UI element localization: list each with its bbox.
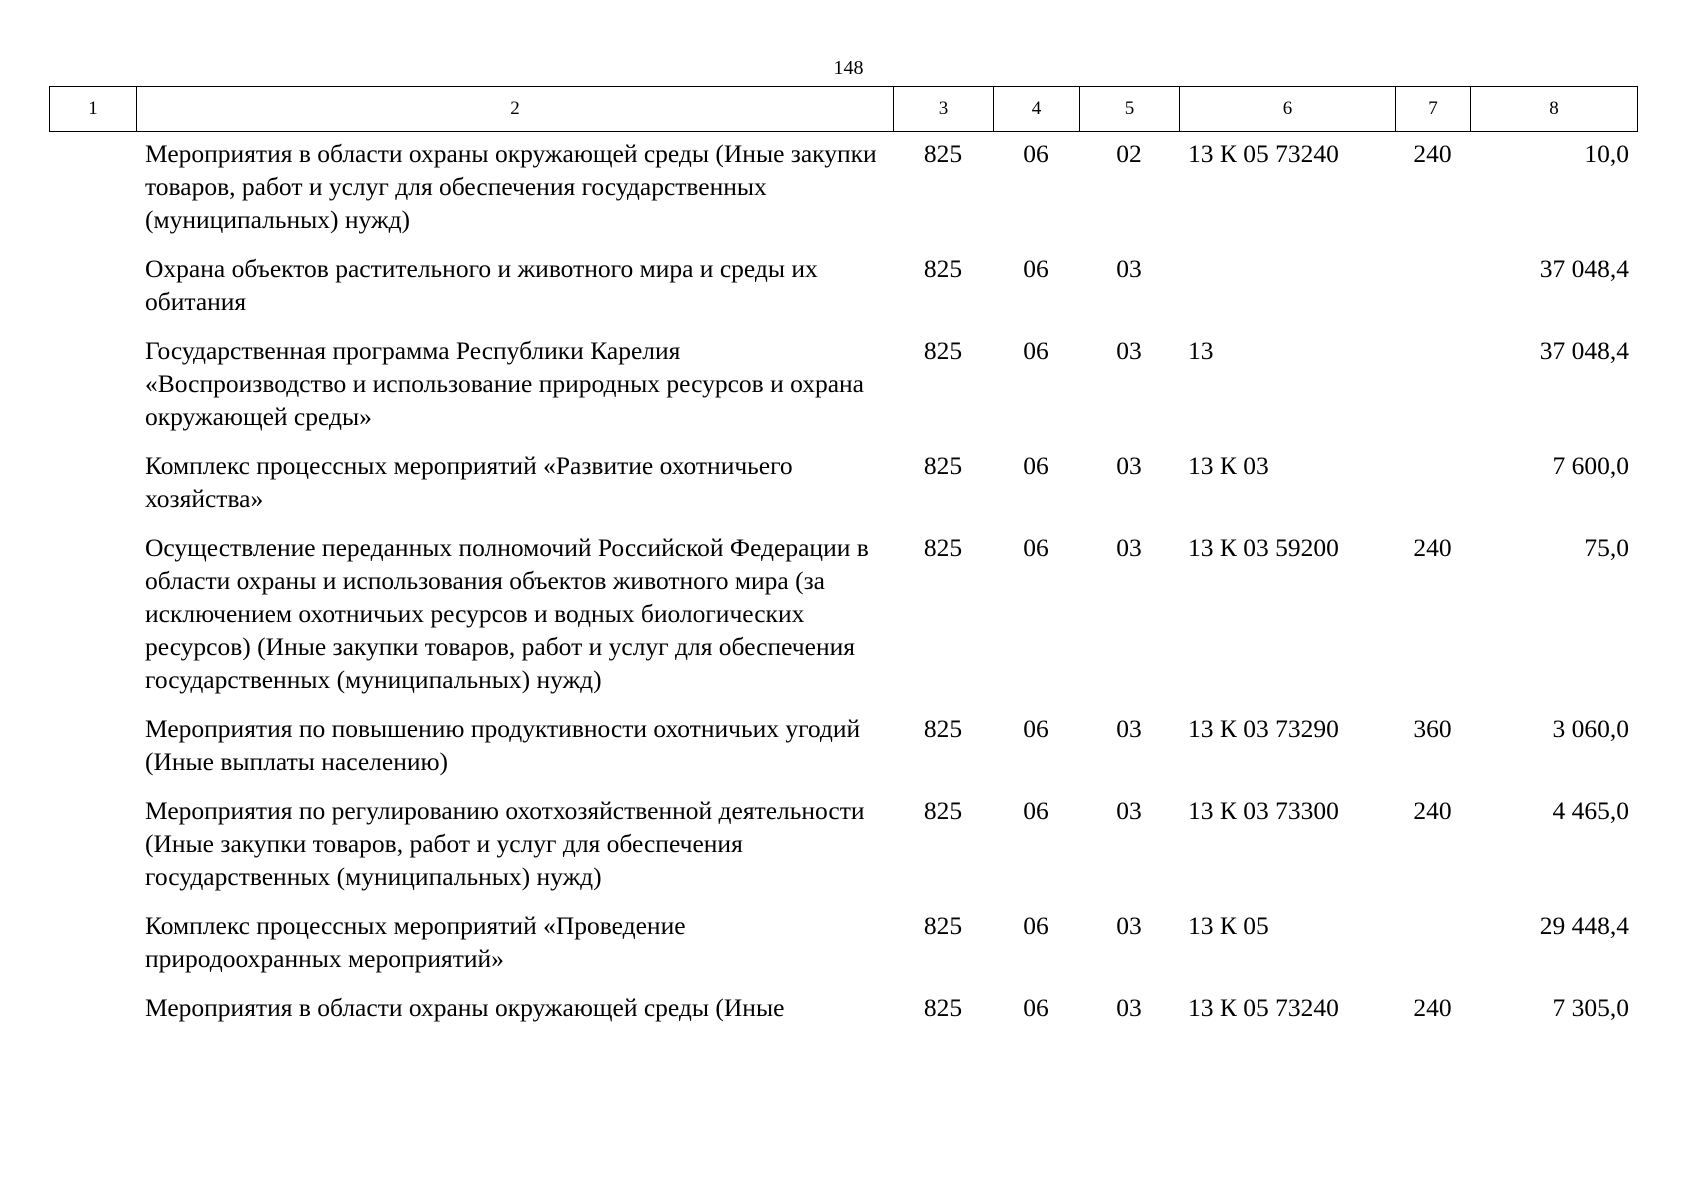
row-description: Мероприятия по повышению продуктивности охотничьих угодий (Иные выплаты населению) bbox=[145, 714, 861, 776]
row-target-article: 13 К 05 73240 bbox=[1188, 993, 1339, 1022]
row-number-cell bbox=[49, 531, 136, 712]
header-row bbox=[50, 87, 1638, 132]
row-expense-type: 240 bbox=[1413, 533, 1452, 562]
row-subsection: 03 bbox=[1116, 911, 1142, 940]
row-amount: 10,0 bbox=[1584, 139, 1629, 168]
budget-table bbox=[49, 137, 1637, 1040]
row-target-article: 13 К 03 59200 bbox=[1188, 533, 1339, 562]
row-amount: 75,0 bbox=[1584, 533, 1629, 562]
row-section: 06 bbox=[1023, 993, 1049, 1022]
row-subsection: 02 bbox=[1116, 139, 1142, 168]
row-target-article: 13 К 05 bbox=[1188, 911, 1269, 940]
row-subsection: 03 bbox=[1116, 451, 1142, 480]
row-section: 06 bbox=[1023, 714, 1049, 743]
row-section: 06 bbox=[1023, 451, 1049, 480]
row-code: 825 bbox=[923, 714, 963, 743]
row-description: Мероприятия по регулированию охотхозяйственной деятельности (Иные закупки товаров, работ и услуг для обеспечения государственных (муниципальных) нужд) bbox=[145, 796, 865, 891]
row-code: 825 bbox=[923, 533, 963, 562]
header-col-6: 6 bbox=[1180, 87, 1396, 132]
row-section: 06 bbox=[1023, 533, 1049, 562]
row-section: 06 bbox=[1023, 796, 1049, 825]
row-subsection: 03 bbox=[1116, 796, 1142, 825]
row-amount: 4 465,0 bbox=[1552, 796, 1629, 825]
table-row bbox=[49, 794, 1637, 909]
row-expense-type: 240 bbox=[1413, 139, 1452, 168]
header-col-2: 2 bbox=[137, 87, 894, 132]
row-section: 06 bbox=[1023, 254, 1049, 283]
row-expense-type: 360 bbox=[1413, 714, 1452, 743]
row-subsection: 03 bbox=[1116, 336, 1142, 365]
header-col-5: 5 bbox=[1080, 87, 1180, 132]
table-row bbox=[49, 252, 1637, 334]
row-number-cell bbox=[49, 794, 136, 909]
row-amount: 37 048,4 bbox=[1539, 336, 1629, 365]
row-subsection: 03 bbox=[1116, 714, 1142, 743]
row-code: 825 bbox=[923, 796, 963, 825]
table-row bbox=[49, 712, 1637, 794]
row-target-article: 13 К 03 73290 bbox=[1188, 714, 1339, 743]
row-target-article: 13 К 03 73300 bbox=[1188, 796, 1339, 825]
row-number-cell bbox=[49, 252, 136, 334]
row-amount: 3 060,0 bbox=[1552, 714, 1629, 743]
header-col-1: 1 bbox=[50, 87, 137, 132]
row-code: 825 bbox=[923, 139, 963, 168]
row-amount: 7 305,0 bbox=[1552, 993, 1629, 1022]
row-expense-type bbox=[1395, 334, 1470, 449]
row-amount: 37 048,4 bbox=[1539, 254, 1629, 283]
row-section: 06 bbox=[1023, 336, 1049, 365]
table-row bbox=[49, 137, 1637, 252]
row-code: 825 bbox=[923, 911, 963, 940]
page-number: 148 bbox=[833, 57, 864, 79]
row-target-article: 13 К 03 bbox=[1188, 451, 1269, 480]
row-number-cell bbox=[49, 991, 136, 1040]
row-description: Мероприятия в области охраны окружающей среды (Иные закупки товаров, работ и услуг для обеспечения государственных (муниципальных) нужд) bbox=[145, 139, 877, 234]
row-expense-type bbox=[1395, 449, 1470, 531]
row-section: 06 bbox=[1023, 139, 1049, 168]
row-description: Комплекс процессных мероприятий «Развитие охотничьего хозяйства» bbox=[145, 451, 793, 513]
row-target-article: 13 К 05 73240 bbox=[1188, 139, 1339, 168]
header-col-7: 7 bbox=[1396, 87, 1471, 132]
row-number-cell bbox=[49, 909, 136, 991]
header-col-8: 8 bbox=[1471, 87, 1638, 132]
row-description: Осуществление переданных полномочий Российской Федерации в области охраны и использования объектов животного мира (за исключением охотничьих ресурсов и водных биологических ресурсов) (Иные закупки товаров, работ и услуг для обеспечения государственных (муниципальных) нужд) bbox=[145, 533, 869, 694]
row-subsection: 03 bbox=[1116, 254, 1142, 283]
row-description: Охрана объектов растительного и животного мира и среды их обитания bbox=[145, 254, 818, 316]
row-code: 825 bbox=[923, 336, 963, 365]
row-expense-type: 240 bbox=[1413, 796, 1452, 825]
table-row bbox=[49, 334, 1637, 449]
row-amount: 29 448,4 bbox=[1539, 911, 1629, 940]
row-number-cell bbox=[49, 449, 136, 531]
row-description: Мероприятия в области охраны окружающей среды (Иные bbox=[145, 993, 785, 1022]
header-col-3: 3 bbox=[894, 87, 994, 132]
row-subsection: 03 bbox=[1116, 993, 1142, 1022]
row-expense-type: 240 bbox=[1413, 993, 1452, 1022]
row-number-cell bbox=[49, 137, 136, 252]
row-target-article bbox=[1179, 252, 1395, 334]
row-description: Государственная программа Республики Карелия «Воспроизводство и использование природных ресурсов и охрана окружающей среды» bbox=[145, 336, 864, 431]
row-expense-type bbox=[1395, 252, 1470, 334]
header-col-4: 4 bbox=[994, 87, 1080, 132]
row-code: 825 bbox=[923, 254, 963, 283]
table-row bbox=[49, 991, 1637, 1040]
row-subsection: 03 bbox=[1116, 533, 1142, 562]
row-target-article: 13 bbox=[1188, 336, 1214, 365]
row-section: 06 bbox=[1023, 911, 1049, 940]
table-row bbox=[49, 449, 1637, 531]
row-code: 825 bbox=[923, 451, 963, 480]
table-row bbox=[49, 531, 1637, 712]
row-amount: 7 600,0 bbox=[1552, 451, 1629, 480]
row-expense-type bbox=[1395, 909, 1470, 991]
row-number-cell bbox=[49, 712, 136, 794]
row-number-cell bbox=[49, 334, 136, 449]
table-row bbox=[49, 909, 1637, 991]
table-header bbox=[49, 86, 1638, 132]
row-code: 825 bbox=[923, 993, 963, 1022]
row-description: Комплекс процессных мероприятий «Проведение природоохранных мероприятий» bbox=[145, 911, 686, 973]
